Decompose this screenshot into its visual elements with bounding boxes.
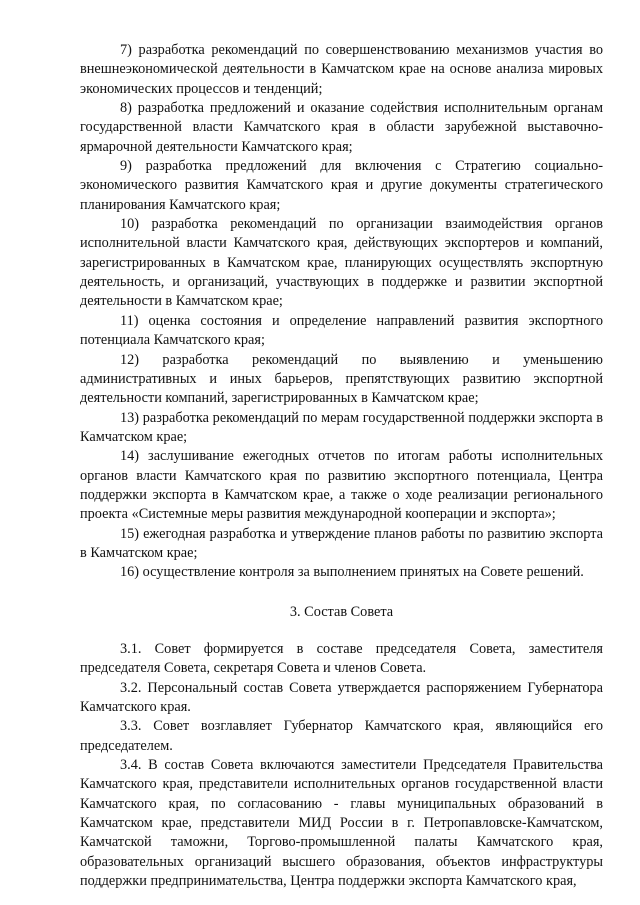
document-page xyxy=(80,41,603,891)
list-item: 13) разработка рекомендаций по мерам государственной поддержки экспорта в Камчатском крае; xyxy=(80,409,603,445)
list-item: 15) ежегодная разработка и утверждение планов работы по развитию экспорта в Камчатском крае; xyxy=(80,525,603,561)
list-item: 11) оценка состояния и определение направлений развития экспортного потенциала Камчатского края; xyxy=(80,312,603,349)
list-item: 12) разработка рекомендаций по выявлению и уменьшению административных и иных барьеров, препятствующих развитию экспортной деятельности компаний, зарегистрированных в Камчатском крае; xyxy=(80,351,603,407)
list-item: 10) разработка рекомендаций по организации взаимодействия органов исполнительной власти Камчатского края, действующих экспортеров и компаний, зарегистрированных в Камчатском крае, планирующих осуществлять экспортную деятельность, и организаций, участвующих в поддержке и развитии экспортной деятельности в Камчатском крае; xyxy=(80,216,603,310)
section-item: 3.4. В состав Совета включаются заместители Председателя Правительства Камчатского края, представители исполнительных органов государственной власти Камчатского края, по согласованию - главы муниципальных образований в Камчатском крае, представители МИД России в г. Петропавловске-Камчатском, Камчатской таможни, Торгово-промышленной палаты Камчатского края, образовательных организаций высшего образования, объектов инфраструктуры поддержки предпринимательства, Центра поддержки экспорта Камчатского края, xyxy=(80,757,603,890)
list-item: 7) разработка рекомендаций по совершенствованию механизмов участия во внешнеэкономической деятельности в Камчатском крае на основе анализа мировых экономических процессов и тенденций; xyxy=(80,42,603,97)
section-heading: 3. Состав Совета xyxy=(289,603,394,620)
list-item: 16) осуществление контроля за выполнением принятых на Совете решений. xyxy=(120,564,584,581)
list-item: 14) заслушивание ежегодных отчетов по итогам работы исполнительных органов власти Камчатского края по развитию экспортного потенциала, Центра поддержки экспорта в Камчатском крае, а также о ходе реализации регионального проекта «Системные меры развития международной кооперации и экспорта»; xyxy=(80,448,603,523)
list-item: 8) разработка предложений и оказание содействия исполнительным органам государственной власти Камчатского края в области зарубежной выставочно-ярмарочной деятельности Камчатского края; xyxy=(80,100,603,155)
section-item: 3.1. Совет формируется в составе председателя Совета, заместителя председателя Совета, секретаря Совета и членов Совета. xyxy=(80,640,603,677)
list-item: 9) разработка предложений для включения с Стратегию социально-экономического развития Камчатского края и другие документы стратегического планирования Камчатского края; xyxy=(80,158,603,213)
section-item: 3.3. Совет возглавляет Губернатор Камчатского края, являющийся его председателем. xyxy=(80,718,603,754)
section-item: 3.2. Персональный состав Совета утверждается распоряжением Губернатора Камчатского края. xyxy=(80,679,603,715)
